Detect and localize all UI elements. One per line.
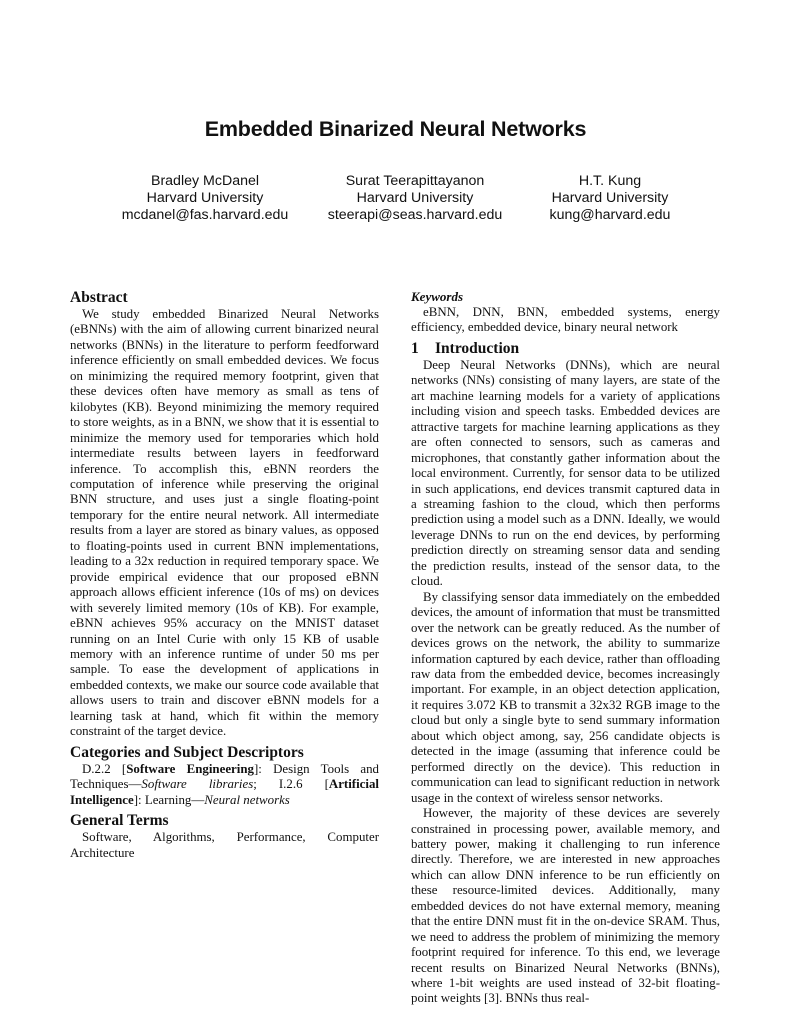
categories-text	[70, 762, 379, 808]
section-number: 1	[411, 339, 419, 357]
category-text: ]: Design Tools and Techniques—	[70, 761, 379, 792]
author-affiliation: Harvard University	[356, 190, 474, 206]
category-italic: Software libraries	[141, 777, 254, 792]
author-affiliation: Harvard University	[551, 190, 669, 206]
category-text: ]: Learning—	[133, 792, 205, 807]
category-bold: Software Engineering	[126, 761, 254, 776]
general-terms-heading: General Terms	[70, 812, 169, 830]
general-terms-text: Software, Algorithms, Performance, Computer Architecture	[70, 830, 379, 860]
author-email: mcdanel@fas.harvard.edu	[121, 207, 289, 223]
intro-paragraph: By classifying sensor data immediately on the embedded devices, the amount of information that must be transmitted over the network can be greatly reduced. As the number of devices grows on the network, the ability to summarize information captured by each device, rather than offloading raw data from the embedded device, becomes increasingly important. For example, in an object detection application, it requires 3.072 KB to transmit a 32x32 RGB image to the cloud but only a single byte to send summary information about which object among, say, 256 candidate objects is detected in the image (assuming that inference could be performed directly on the device). This reduction in communication can lead to significant reduction in network usage in the context of wireless sensor networks.	[411, 589, 720, 805]
intro-paragraph: However, the majority of these devices are severely constrained in processing power, available memory, and battery power, making it challenging to run inference directly. Therefore, we are interested in new approaches which can allow DNN inference to be run efficiently on these resource-limited devices. Additionally, many embedded devices do not have external memory, meaning that the entire DNN must fit in the on-device SRAM. Thus, we need to address the problem of minimizing the memory footprint required for inference. To this end, we leverage recent results on Binarized Neural Networks (BNNs), where 1-bit weights are used instead of 32-bit floating-point weights [3]. BNNs thus real-	[411, 806, 720, 1006]
keywords-text: eBNN, DNN, BNN, embedded systems, energy efficiency, embedded device, binary neural network	[411, 305, 720, 335]
categories-heading: Categories and Subject Descriptors	[70, 743, 304, 761]
author-email: steerapi@seas.harvard.edu	[327, 207, 503, 223]
author-block	[315, 173, 515, 224]
category-code: D.2.2 [	[82, 761, 127, 776]
author-name: Bradley McDanel	[150, 173, 260, 189]
author-affiliation: Harvard University	[146, 190, 264, 206]
abstract-text: We study embedded Binarized Neural Networks (eBNNs) with the aim of allowing current binarized neural networks (BNNs) in the literature to perform feedforward inference efficiently on small embedded devices. We focus on minimizing the required memory footprint, given that these devices often have memory as small as tens of kilobytes (KB). Beyond minimizing the memory required to store weights, as in a BNN, we show that it is essential to minimize the memory used for temporaries which hold intermediate results between layers in feedforward inference. To accomplish this, eBNN reorders the computation of inference while preserving the original BNN structure, and uses just a single floating-point temporary for the entire neural network. All intermediate results from a layer are stored as binary values, as opposed to floating-points used in current BNN implementations, leading to a 32x reduction in required temporary space. We provide empirical evidence that our proposed eBNN approach allows efficient inference (10s of ms) on devices with severely limited memory (10s of KB). For example, eBNN achieves 95% accuracy on the MNIST dataset running on an Intel Curie with only 15 KB of usable memory with an inference runtime of under 50 ms per sample. To ease the development of applications in embedded contexts, we make our source code available that allows users to train and discover eBNN models for a learning task at hand, which fit within the memory constraint of the target device.	[70, 307, 379, 739]
section-title: Introduction	[435, 339, 520, 357]
category-bold: Artificial Intelligence	[70, 777, 379, 807]
right-column	[411, 289, 720, 1007]
author-email: kung@harvard.edu	[549, 207, 671, 223]
author-name: H.T. Kung	[578, 173, 642, 189]
paper-title: Embedded Binarized Neural Networks	[204, 117, 587, 141]
abstract-heading: Abstract	[70, 289, 128, 306]
intro-paragraph: Deep Neural Networks (DNNs), which are neural networks (NNs) consisting of many layers, are state of the art machine learning models for a variety of applications including vision and speech tasks. Embedded devices are attractive targets for machine learning applications as they are often connected to sensors, such as cameras and microphones, that constantly gather information about the local environment. Currently, for sensor data to be utilized in such applications, end devices transmit captured data in a streaming fashion to the cloud, which then performs prediction using a model such as a DNN. Ideally, we would leverage DNNs to run on the end devices, by performing prediction directly on streaming sensor data and sending the prediction results, instead of the sensor data, to the cloud.	[411, 357, 720, 589]
category-code: ; I.2.6 [	[253, 777, 329, 792]
left-column	[70, 289, 379, 861]
author-block	[110, 173, 300, 224]
author-name: Surat Teerapittayanon	[345, 173, 485, 189]
category-italic: Neural networks	[204, 792, 290, 807]
introduction-heading	[411, 340, 720, 358]
author-block	[520, 173, 700, 224]
keywords-heading: Keywords	[411, 289, 463, 304]
